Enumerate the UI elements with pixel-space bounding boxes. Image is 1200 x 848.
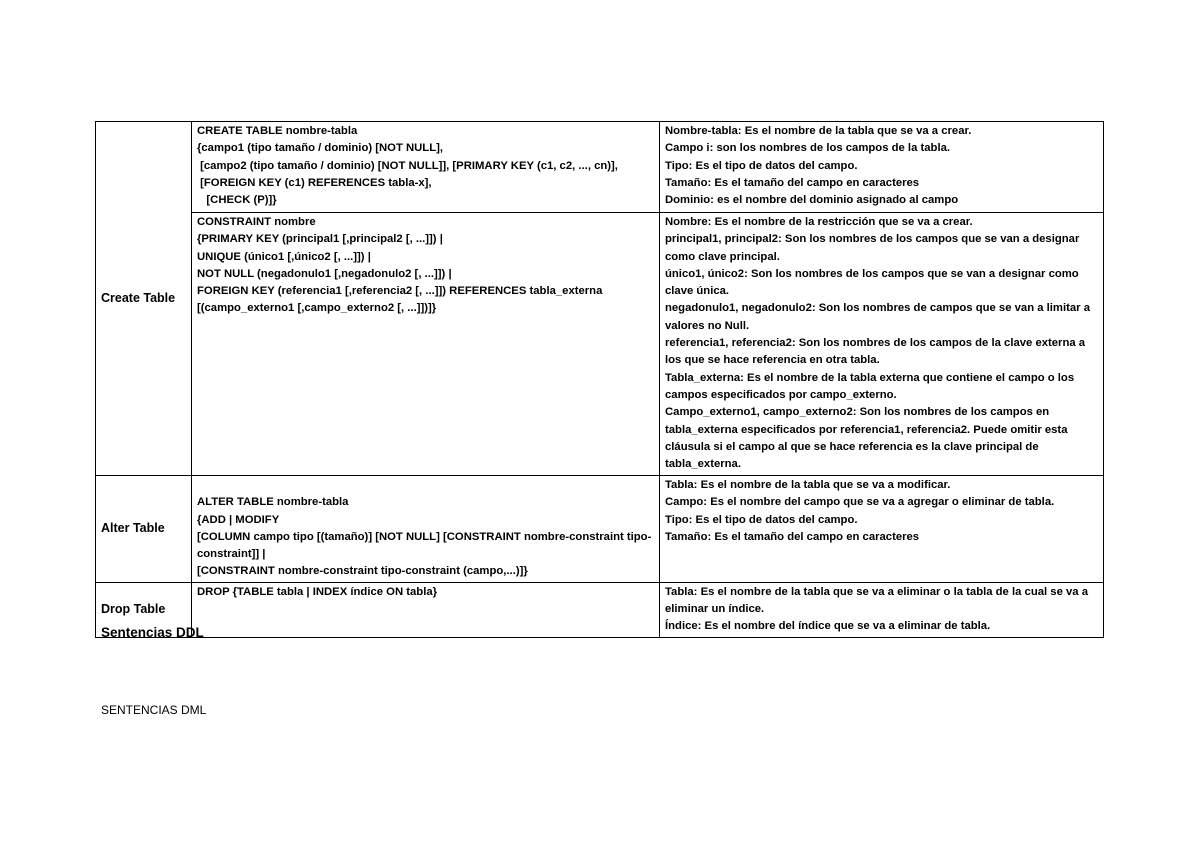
syntax-line: UNIQUE (único1 [,único2 [, ...]]) | [197, 250, 371, 263]
table-body [96, 122, 1104, 638]
syntax-cell-alter-table [192, 476, 660, 583]
description-line: Tabla: Es el nombre de la tabla que se va a modificar. [665, 479, 951, 491]
description-cell-constraint [660, 213, 1104, 476]
description-line: Tamaño: Es el tamaño del campo en caracteres [665, 530, 920, 543]
dml-heading: SENTENCIAS DML [101, 703, 207, 717]
row-label-drop-table: Drop Table [96, 582, 192, 637]
syntax-line: [COLUMN campo tipo [(tamaño)] [NOT NULL] [CONSTRAINT nombre-constraint tipo-constraint]] | [197, 530, 652, 561]
syntax-line [197, 477, 654, 494]
syntax-line: DROP {TABLE tabla | INDEX índice ON tabla} [197, 585, 438, 598]
description-line: negadonulo1, negadonulo2: Son los nombres de campos que se van a limitar a valores no Null. [665, 302, 1090, 332]
syntax-line: {PRIMARY KEY (principal1 [,principal2 [, ...]]) | [197, 233, 443, 246]
description-cell-create-table [660, 122, 1104, 213]
description-line: principal1, principal2: Son los nombres de los campos que se van a designar como clave principal. [665, 233, 1080, 263]
description-line: Tabla_externa: Es el nombre de la tabla externa que contiene el campo o los campos especificados por campo_externo. [665, 371, 1075, 401]
description-line: referencia1, referencia2: Son los nombres de los campos de la clave externa a los que se hace referencia en otra tabla. [665, 337, 1086, 367]
syntax-line: CONSTRAINT nombre [197, 216, 316, 228]
description-line: Dominio: es el nombre del dominio asignado al campo [665, 194, 959, 207]
syntax-line: [(campo_externo1 [,campo_externo2 [, ...]])]} [197, 302, 437, 315]
table-caption: Sentencias DDL [101, 625, 204, 640]
syntax-line: [CHECK (P)]} [197, 194, 277, 207]
description-line: Tipo: Es el tipo de datos del campo. [665, 513, 858, 526]
description-line: Campo i: son los nombres de los campos de la tabla. [665, 142, 950, 155]
row-label-alter-table: Alter Table [96, 476, 192, 583]
syntax-cell-create-table [192, 122, 660, 213]
row-label-create-table: Create Table [96, 122, 192, 476]
syntax-cell-drop-table [192, 582, 660, 637]
syntax-line: [CONSTRAINT nombre-constraint tipo-constraint (campo,...)]} [197, 565, 528, 578]
description-cell-drop-table [660, 582, 1104, 637]
syntax-line: [FOREIGN KEY (c1) REFERENCES tabla-x], [197, 176, 432, 189]
syntax-line: {campo1 (tipo tamaño / dominio) [NOT NULL], [197, 142, 444, 155]
syntax-line: [campo2 (tipo tamaño / dominio) [NOT NULL]], [PRIMARY KEY (c1, c2, ..., cn)], [197, 159, 618, 172]
description-line: Tamaño: Es el tamaño del campo en caracteres [665, 176, 920, 189]
syntax-line: {ADD | MODIFY [197, 513, 280, 526]
table-row-alter-table [96, 476, 1104, 583]
description-line: Tabla: Es el nombre de la tabla que se va a eliminar o la tabla de la cual se va a eliminar un índice. [665, 585, 1088, 616]
syntax-line: FOREIGN KEY (referencia1 [,referencia2 [, ...]]) REFERENCES tabla_externa [197, 285, 603, 298]
description-line: Campo_externo1, campo_externo2: Son los nombres de los campos en tabla_externa especificados por referencia1, referencia2. Puede omitir esta cláusula si el campo al que se hace referencia es la clave principal de tabla_externa. [665, 406, 1068, 471]
syntax-line: NOT NULL (negadonulo1 [,negadonulo2 [, ...]]) | [197, 267, 452, 280]
table-row-drop-table [96, 582, 1104, 637]
description-line: Tipo: Es el tipo de datos del campo. [665, 159, 858, 172]
table-row-create-table-2 [96, 213, 1104, 476]
description-cell-alter-table [660, 476, 1104, 583]
syntax-line: ALTER TABLE nombre-tabla [197, 496, 349, 509]
description-line: Índice: Es el nombre del índice que se va a eliminar de tabla. [665, 620, 991, 633]
description-line: Nombre: Es el nombre de la restricción que se va a crear. [665, 216, 973, 228]
table-row-create-table-1 [96, 122, 1104, 213]
description-line: Nombre-tabla: Es el nombre de la tabla que se va a crear. [665, 125, 972, 137]
description-line: único1, único2: Son los nombres de los campos que se van a designar como clave única. [665, 267, 1079, 298]
syntax-cell-constraint [192, 213, 660, 476]
description-line: Campo: Es el nombre del campo que se va a agregar o eliminar de tabla. [665, 496, 1055, 509]
syntax-line: CREATE TABLE nombre-tabla [197, 125, 358, 137]
ddl-statements-table [95, 121, 1104, 638]
